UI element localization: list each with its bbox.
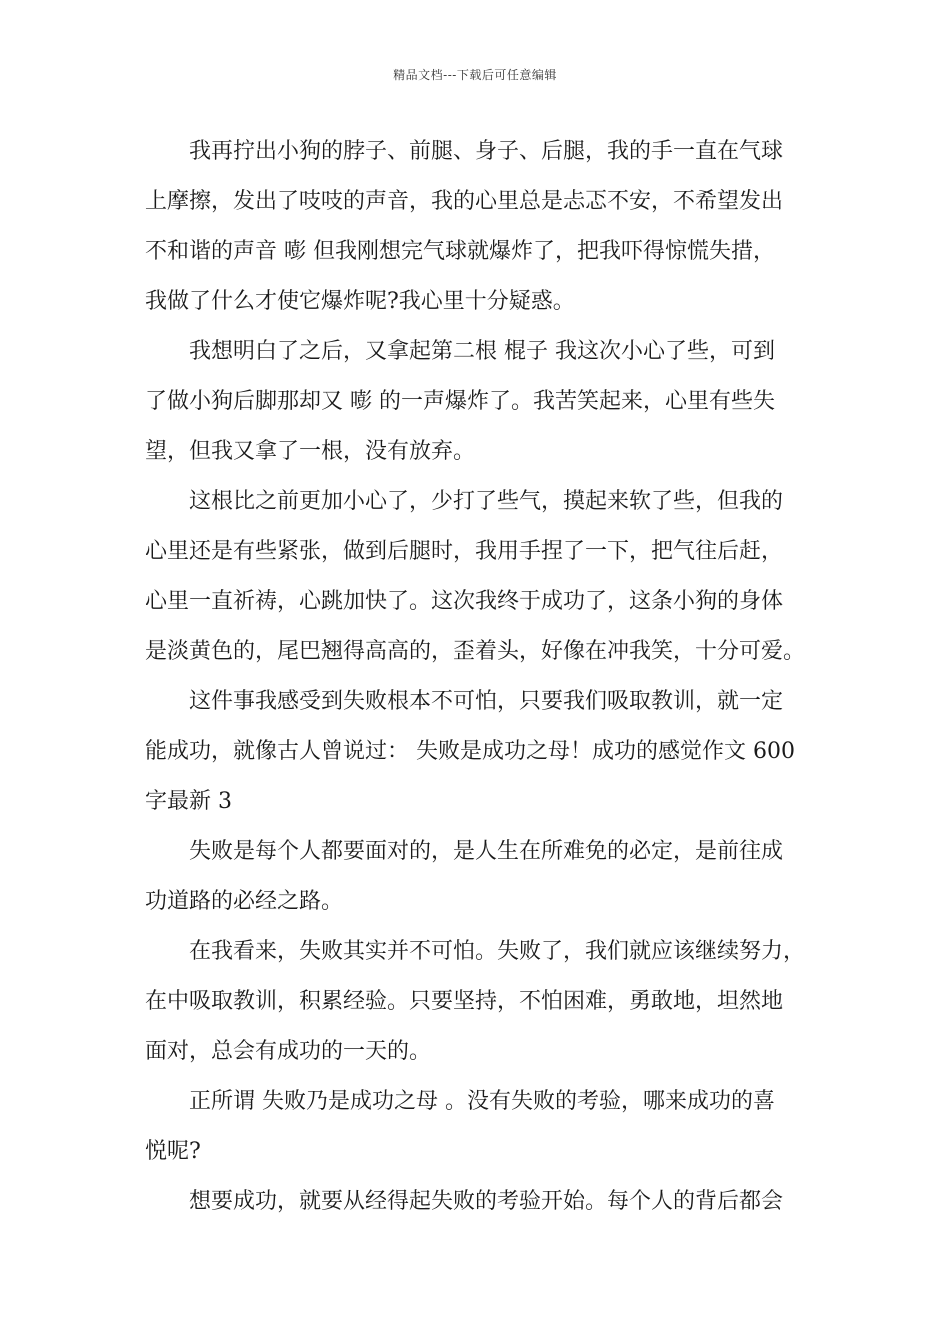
text-line: 在我看来，失败其实并不可怕。失败了，我们就应该继续努力， bbox=[189, 939, 806, 964]
text-line: 不和谐的声音 嘭 但我刚想完气球就爆炸了，把我吓得惊慌失措， bbox=[145, 239, 775, 264]
text-line: 心里还是有些紧张，做到后腿时，我用手捏了一下，把气往后赶， bbox=[145, 539, 784, 564]
text-line: 我再拧出小狗的脖子、前腿、身子、后腿，我的手一直在气球 bbox=[189, 139, 784, 164]
text-line: 悦呢? bbox=[145, 1139, 201, 1164]
text-line: 上摩擦，发出了吱吱的声音，我的心里总是忐忑不安，不希望发出 bbox=[145, 189, 784, 214]
text-line: 正所谓 失败乃是成功之母 。没有失败的考验，哪来成功的喜 bbox=[189, 1089, 775, 1114]
text-line: 这件事我感受到失败根本不可怕，只要我们吸取教训，就一定 bbox=[189, 689, 784, 714]
page-header: 精品文档---下载后可任意编辑 bbox=[393, 68, 557, 82]
text-line: 失败是每个人都要面对的，是人生在所难免的必定，是前往成 bbox=[189, 839, 784, 864]
text-line: 心里一直祈祷，心跳加快了。这次我终于成功了，这条小狗的身体 bbox=[145, 589, 784, 614]
text-line: 想要成功，就要从经得起失败的考验开始。每个人的背后都会 bbox=[189, 1189, 784, 1214]
text-line: 在中吸取教训，积累经验。只要坚持，不怕困难，勇敢地，坦然地 bbox=[145, 989, 784, 1014]
text-line: 了做小狗后脚那却又 嘭 的一声爆炸了。我苦笑起来，心里有些失 bbox=[145, 389, 775, 414]
text-line: 望，但我又拿了一根，没有放弃。 bbox=[145, 439, 476, 464]
text-line: 功道路的必经之路。 bbox=[145, 889, 344, 914]
text-line: 我做了什么才使它爆炸呢?我心里十分疑惑。 bbox=[145, 289, 575, 314]
text-line: 我想明白了之后，又拿起第二根 棍子 我这次小心了些，可到 bbox=[189, 339, 775, 364]
text-line: 字最新 3 bbox=[145, 789, 232, 814]
text-line: 能成功，就像古人曾说过： 失败是成功之母！成功的感觉作文 600 bbox=[145, 739, 795, 764]
text-line: 这根比之前更加小心了，少打了些气，摸起来软了些，但我的 bbox=[189, 489, 784, 514]
text-line: 是淡黄色的，尾巴翘得高高的，歪着头，好像在冲我笑，十分可爱。 bbox=[145, 639, 806, 664]
document-body bbox=[145, 127, 810, 1227]
text-line: 面对，总会有成功的一天的。 bbox=[145, 1039, 432, 1064]
